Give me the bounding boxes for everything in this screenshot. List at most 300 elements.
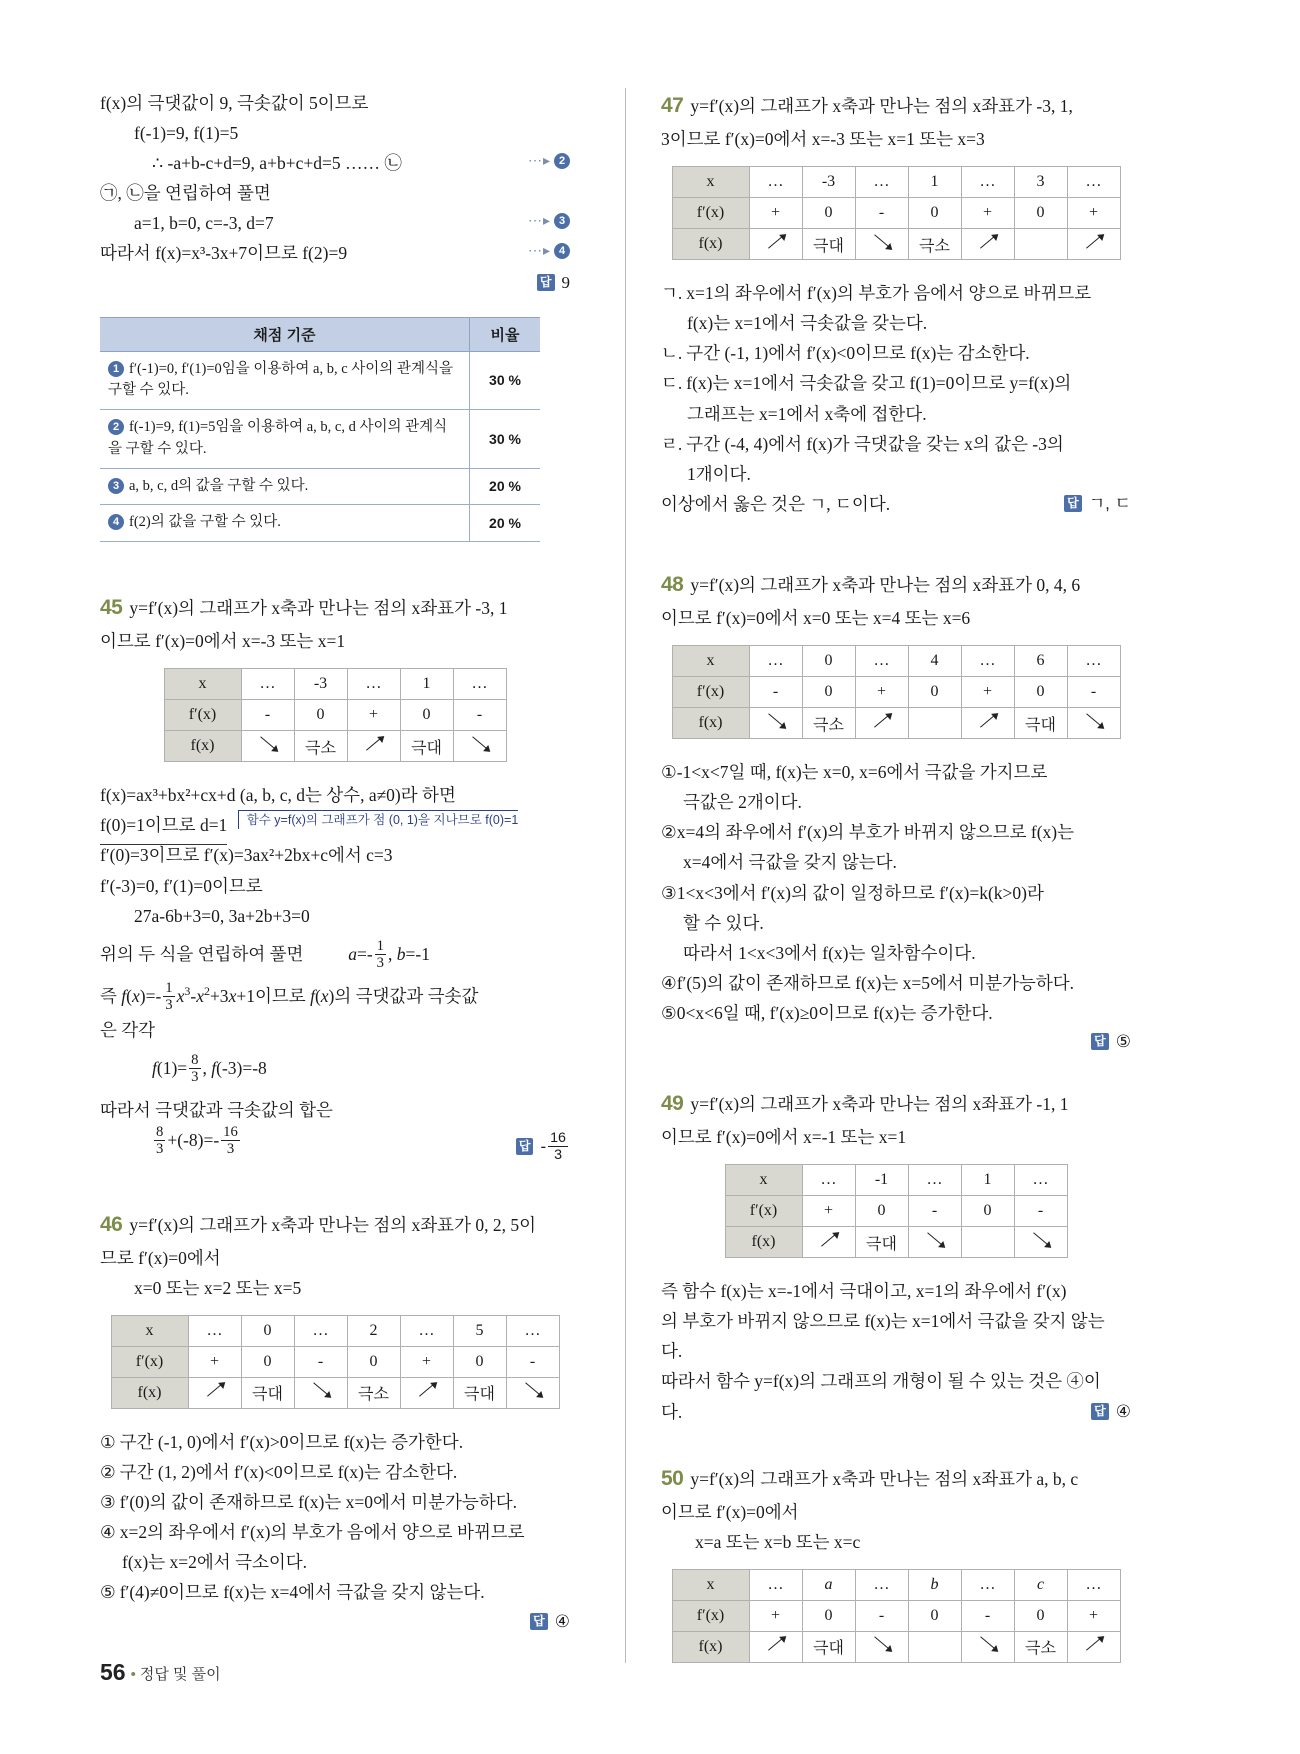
q49-body-2: 의 부호가 바뀌지 않으므로 f(x)는 x=1에서 극값을 갖지 않는 — [661, 1311, 1105, 1332]
q50-number: 50 — [661, 1466, 684, 1490]
q50-table-wrap — [661, 1557, 1131, 1663]
q46-sign-table — [111, 1315, 560, 1409]
option-marker-3: ③ — [661, 882, 677, 903]
answer-badge-icon: 답 — [516, 1138, 534, 1155]
table-row — [100, 410, 540, 469]
q49-number: 49 — [661, 1092, 684, 1115]
footer-label: 정답 및 풀이 — [139, 1666, 221, 1683]
answer-badge-icon: 답 — [1091, 1033, 1109, 1050]
arrow-down-icon — [257, 736, 279, 752]
column-divider — [625, 88, 626, 1663]
arrow-up-icon — [363, 736, 385, 752]
q47-answer-row — [1064, 489, 1131, 518]
option-marker-5: ⑤ — [661, 1002, 677, 1023]
prev-line-5 — [100, 208, 570, 238]
q46-fp-6: - — [506, 1346, 559, 1377]
q47-fp-3: 0 — [908, 198, 961, 229]
q48-x-1: 0 — [802, 646, 855, 677]
q48-fp-6: - — [1067, 677, 1120, 708]
q46-option-2 — [100, 1457, 570, 1487]
q48-f-5: 극대 — [1014, 708, 1067, 739]
q49-fp-1: 0 — [855, 1196, 908, 1227]
q46-intro-line-1 — [100, 1207, 570, 1243]
q50-fp-4: - — [961, 1600, 1014, 1631]
q47-answer-value: ㄱ, ㄷ — [1088, 493, 1131, 513]
q47-x-2: … — [855, 167, 908, 198]
q48-f-0 — [749, 708, 802, 739]
two-column-layout — [100, 88, 1200, 1663]
table-row — [672, 1631, 1120, 1662]
table-row — [725, 1227, 1067, 1258]
q47-sign-table — [672, 166, 1121, 260]
q47-f-0 — [749, 229, 802, 260]
prev-line-1: f(x)의 극댓값이 9, 극솟값이 5이므로 — [100, 93, 369, 113]
arrow-up-icon — [977, 713, 999, 729]
q48-table-wrap — [661, 633, 1131, 739]
q50-intro-line-2: 이므로 f′(x)=0에서 — [661, 1501, 799, 1522]
q49-body-5: 다. — [661, 1401, 683, 1422]
q46-option-5 — [100, 1577, 570, 1607]
q50-row-label-f: f(x) — [672, 1631, 749, 1662]
page-footer — [100, 1659, 221, 1686]
q49-x-3: 1 — [961, 1165, 1014, 1196]
step-mark-3: ⋯▸ 3 — [528, 208, 570, 232]
q46-option-4 — [100, 1517, 570, 1577]
q47-intro-line-1 — [661, 88, 1131, 124]
q46-intro-1-text: y=f′(x)의 그래프가 x축과 만나는 점의 x좌표가 0, 2, 5이 — [129, 1214, 537, 1235]
table-row — [672, 1600, 1120, 1631]
q49-x-1: -1 — [855, 1165, 908, 1196]
q46-f-1: 극대 — [241, 1377, 294, 1408]
table-row — [164, 731, 506, 762]
right-column — [661, 88, 1131, 1663]
step-mark-2: ⋯▸ 2 — [528, 148, 570, 172]
q47-statement-1-text-a: x=1의 좌우에서 f′(x)의 부호가 음에서 양으로 바뀌므로 — [686, 283, 1092, 304]
q49-f-3 — [961, 1227, 1014, 1258]
q48-option-4 — [661, 968, 1131, 998]
q49-row-label-x: x — [725, 1165, 802, 1196]
arrow-down-icon — [522, 1382, 544, 1398]
step-mark-4: ⋯▸ 4 — [528, 238, 570, 262]
q45-body-4: f′(-3)=0, f′(1)=0이므로 — [100, 875, 263, 896]
q46-option-1 — [100, 1427, 570, 1457]
arrow-up-icon — [1083, 234, 1105, 250]
arrow-up-icon — [1083, 1636, 1105, 1652]
q50-x-4: … — [961, 1569, 1014, 1600]
q46-row-label-f: f(x) — [111, 1377, 188, 1408]
q49-intro-line-1 — [661, 1086, 1131, 1122]
q48-x-0: … — [749, 646, 802, 677]
q47-statement-1 — [661, 278, 1131, 338]
q49-row-label-fprime: f′(x) — [725, 1196, 802, 1227]
table-row — [672, 198, 1120, 229]
arrow-up-icon — [204, 1382, 226, 1398]
criteria-text-1: f′(-1)=0, f′(1)=0임을 이용하여 a, b, c 사이의 관계식을 구할 수 있다. — [108, 360, 453, 399]
q45-intro-line-2: 이므로 f′(x)=0에서 x=-3 또는 x=1 — [100, 631, 346, 652]
q48-x-6: … — [1067, 646, 1120, 677]
q45-row-label-f: f(x) — [164, 731, 241, 762]
q46-row-label-x: x — [111, 1315, 188, 1346]
q47-fp-4: + — [961, 198, 1014, 229]
q45-fp-2: + — [347, 700, 400, 731]
q46-fp-1: 0 — [241, 1346, 294, 1377]
q47-statement-3-text-b: 그래프는 x=1에서 x축에 접한다. — [687, 403, 927, 424]
criteria-header-ratio: 비율 — [470, 317, 541, 351]
q48-option-3-text-a: 1<x<3에서 f′(x)의 값이 일정하므로 f′(x)=k(k>0)라 — [676, 882, 1044, 903]
q46-option-5-text: f′(4)≠0이므로 f(x)는 x=4에서 극값을 갖지 않는다. — [119, 1582, 485, 1603]
q46-x-1: 0 — [241, 1315, 294, 1346]
q47-x-5: 3 — [1014, 167, 1067, 198]
criteria-header-row — [100, 317, 540, 351]
q45-f-4 — [453, 731, 506, 762]
q50-intro-1-text: y=f′(x)의 그래프가 x축과 만나는 점의 x좌표가 a, b, c — [690, 1468, 1079, 1489]
q46-f-6 — [506, 1377, 559, 1408]
q48-row-label-f: f(x) — [672, 708, 749, 739]
q49-fp-0: + — [802, 1196, 855, 1227]
prev-line-6-text: 따라서 f(x)=x³-3x+7이므로 f(2)=9 — [100, 243, 348, 264]
q46-option-1-text: 구간 (-1, 0)에서 f′(x)>0이므로 f(x)는 증가한다. — [119, 1431, 464, 1452]
problem-49 — [661, 1086, 1131, 1427]
q49-sign-table — [725, 1164, 1068, 1258]
q50-f-3 — [908, 1631, 961, 1662]
q48-option-5 — [661, 998, 1131, 1028]
q50-row-label-x: x — [672, 1569, 749, 1600]
table-row — [672, 1569, 1120, 1600]
q46-f-0 — [188, 1377, 241, 1408]
q47-f-3: 극소 — [908, 229, 961, 260]
q47-statement-1-label: ㄱ. — [661, 283, 683, 304]
q46-x-6: … — [506, 1315, 559, 1346]
q50-x-6: … — [1067, 1569, 1120, 1600]
q48-option-1-text-b: 극값은 2개이다. — [683, 792, 802, 813]
q50-x-3: b — [908, 1569, 961, 1600]
arrow-down-icon — [924, 1232, 946, 1248]
criteria-text-4: f(2)의 값을 구할 수 있다. — [129, 514, 281, 531]
q50-f-0 — [749, 1631, 802, 1662]
previous-solution-block — [100, 88, 570, 293]
arrow-down-icon — [871, 234, 893, 250]
q45-ab-result: a=- $\frac{1}{3}$ , b=-1 — [348, 937, 430, 972]
q45-x-1: -3 — [294, 669, 347, 700]
q48-f-3 — [908, 708, 961, 739]
q50-f-6 — [1067, 1631, 1120, 1662]
q49-body-1: 즉 함수 f(x)는 x=-1에서 극대이고, x=1의 좌우에서 f′(x) — [661, 1281, 1067, 1302]
q50-f-2 — [855, 1631, 908, 1662]
criteria-ratio-2: 30 % — [470, 410, 541, 469]
criteria-ratio-1: 30 % — [470, 351, 541, 410]
footer-dot-icon: • — [130, 1666, 136, 1683]
q45-extrema: f(1)= $\frac{8}{3}$ , f(-3)=-8 — [152, 1051, 267, 1086]
arrow-down-icon — [1083, 713, 1105, 729]
q47-statement-4-text-a: 구간 (-4, 4)에서 f(x)가 극댓값을 갖는 x의 값은 -3의 — [686, 433, 1064, 454]
q47-f-2 — [855, 229, 908, 260]
q46-x-2: … — [294, 1315, 347, 1346]
q45-body-2-row — [100, 810, 570, 840]
arrow-up-icon — [818, 1232, 840, 1248]
option-marker-4: ④ — [661, 972, 677, 993]
q47-row-label-f: f(x) — [672, 229, 749, 260]
table-row — [725, 1165, 1067, 1196]
problem-46 — [100, 1207, 570, 1632]
q48-x-3: 4 — [908, 646, 961, 677]
q49-x-4: … — [1014, 1165, 1067, 1196]
q48-intro-line-1 — [661, 567, 1131, 603]
prev-answer-value: 9 — [561, 272, 570, 292]
option-marker-4: ④ — [100, 1522, 116, 1543]
q46-x-0: … — [188, 1315, 241, 1346]
q47-f-4 — [961, 229, 1014, 260]
q45-fp-4: - — [453, 700, 506, 731]
q45-f-2 — [347, 731, 400, 762]
q47-row-label-x: x — [672, 167, 749, 198]
q49-fp-2: - — [908, 1196, 961, 1227]
prev-line-3-text: ∴ -a+b-c+d=9, a+b+c+d=5 …… ㉡ — [152, 153, 402, 174]
q46-fp-0: + — [188, 1346, 241, 1377]
q48-option-2-text-a: x=4의 좌우에서 f′(x)의 부호가 바뀌지 않으므로 f(x)는 — [676, 822, 1075, 843]
criteria-cell-2: 2 f(-1)=9, f(1)=5임을 이용하여 a, b, c, d 사이의 관계식을 구할 수 있다. — [100, 410, 470, 469]
q47-statement-4-label: ㄹ. — [661, 433, 683, 454]
q45-table-wrap — [100, 656, 570, 762]
q49-answer-value: ④ — [1115, 1401, 1131, 1421]
q49-table-wrap — [661, 1152, 1131, 1258]
q45-sidenote: 함수 y=f(x)의 그래프가 점 (0, 1)을 지나므로 f(0)=1 — [238, 810, 519, 829]
q46-option-4-text-2: f(x)는 x=2에서 극소이다. — [122, 1552, 308, 1573]
q48-answer-value: ⑤ — [1115, 1032, 1131, 1051]
option-marker-3: ③ — [100, 1492, 116, 1513]
q50-fp-1: 0 — [802, 1600, 855, 1631]
q47-intro-1-text: y=f′(x)의 그래프가 x축과 만나는 점의 x좌표가 -3, 1, — [690, 96, 1073, 116]
q47-f-1: 극대 — [802, 229, 855, 260]
q49-x-0: … — [802, 1165, 855, 1196]
q45-body-5: 27a-6b+3=0, 3a+2b+3=0 — [134, 905, 310, 926]
q46-fp-3: 0 — [347, 1346, 400, 1377]
q47-conclusion: 이상에서 옳은 것은 ㄱ, ㄷ이다. — [661, 493, 891, 514]
table-row — [672, 708, 1120, 739]
q46-option-3-text: f′(0)의 값이 존재하므로 f(x)는 x=0에서 미분가능하다. — [119, 1492, 518, 1513]
q45-body-6: 위의 두 식을 연립하여 풀면 — [100, 943, 304, 964]
q50-x-5: c — [1014, 1569, 1067, 1600]
q45-body-7: 즉 f(x)=- $\frac{1}{3}$ $x^3-x^2+3x+1$이므로 f(x)의 극댓값과 극솟값 — [100, 979, 479, 1014]
q46-answer-value: ④ — [554, 1611, 570, 1631]
q50-x-1: a — [802, 1569, 855, 1600]
criteria-cell-3: 3 a, b, c, d의 값을 구할 수 있다. — [100, 468, 470, 505]
q49-f-4 — [1014, 1227, 1067, 1258]
arrow-down-icon — [765, 713, 787, 729]
q47-statement-3 — [661, 368, 1131, 428]
q49-f-0 — [802, 1227, 855, 1258]
q46-option-3 — [100, 1487, 570, 1517]
q46-f-5: 극대 — [453, 1377, 506, 1408]
arrow-down-icon — [1030, 1232, 1052, 1248]
q48-row-label-fprime: f′(x) — [672, 677, 749, 708]
criteria-header-label: 채점 기준 — [100, 317, 470, 351]
q47-intro-line-2: 3이므로 f′(x)=0에서 x=-3 또는 x=1 또는 x=3 — [661, 129, 985, 150]
q47-statement-3-label: ㄷ. — [661, 373, 683, 394]
arrow-up-icon — [977, 234, 999, 250]
q45-sign-table — [164, 668, 507, 762]
q45-answer-row — [516, 1131, 570, 1164]
prev-line-4: ㉠, ㉡을 연립하여 풀면 — [100, 183, 271, 204]
q46-fp-2: - — [294, 1346, 347, 1377]
q45-number: 45 — [100, 596, 123, 620]
scoring-criteria-table — [100, 317, 540, 543]
q47-x-1: -3 — [802, 167, 855, 198]
answer-badge-icon: 답 — [1091, 1403, 1109, 1420]
q49-x-2: … — [908, 1165, 961, 1196]
q45-x-2: … — [347, 669, 400, 700]
q48-answer-row — [661, 1032, 1131, 1052]
answer-badge-icon: 답 — [537, 274, 555, 291]
q48-intro-line-2: 이므로 f′(x)=0에서 x=0 또는 x=4 또는 x=6 — [661, 608, 971, 629]
q49-intro-1-text: y=f′(x)의 그래프가 x축과 만나는 점의 x좌표가 -1, 1 — [690, 1094, 1069, 1114]
q48-option-2-text-b: x=4에서 극값을 갖지 않는다. — [683, 852, 897, 873]
q47-statement-2-label: ㄴ. — [661, 343, 683, 364]
option-marker-5: ⑤ — [100, 1582, 116, 1603]
q46-fp-4: + — [400, 1346, 453, 1377]
option-marker-2: ② — [661, 822, 677, 843]
q45-x-0: … — [241, 669, 294, 700]
q45-intro-1-text: y=f′(x)의 그래프가 x축과 만나는 점의 x좌표가 -3, 1 — [129, 598, 508, 619]
q48-f-1: 극소 — [802, 708, 855, 739]
q46-fp-5: 0 — [453, 1346, 506, 1377]
arrow-up-icon — [871, 713, 893, 729]
option-marker-1: ① — [100, 1431, 116, 1452]
q49-f-1: 극대 — [855, 1227, 908, 1258]
arrow-down-icon — [977, 1636, 999, 1652]
q48-option-3-text-b: 할 수 있다. — [683, 912, 764, 933]
q47-fp-1: 0 — [802, 198, 855, 229]
q50-fp-5: 0 — [1014, 1600, 1067, 1631]
q48-option-1-text-a: -1<x<7일 때, f(x)는 x=0, x=6에서 극값을 가지므로 — [676, 762, 1048, 783]
arrow-up-icon — [416, 1382, 438, 1398]
table-row — [725, 1196, 1067, 1227]
q47-statement-3-text-a: f(x)는 x=1에서 극솟값을 갖고 f(1)=0이므로 y=f(x)의 — [686, 373, 1072, 394]
q46-f-2 — [294, 1377, 347, 1408]
table-row — [100, 351, 540, 410]
answer-badge-icon: 답 — [530, 1613, 548, 1630]
option-marker-2: ② — [100, 1462, 116, 1483]
q45-body-9: 따라서 극댓값과 극솟값의 합은 — [100, 1099, 333, 1120]
q45-fp-0: - — [241, 700, 294, 731]
q48-fp-5: 0 — [1014, 677, 1067, 708]
q50-x-2: … — [855, 1569, 908, 1600]
q45-f-0 — [241, 731, 294, 762]
q46-option-4-text: x=2의 좌우에서 f′(x)의 부호가 음에서 양으로 바뀌므로 — [119, 1522, 525, 1543]
q46-x-4: … — [400, 1315, 453, 1346]
prev-line-6 — [100, 238, 570, 268]
criteria-ratio-3: 20 % — [470, 468, 541, 505]
q47-x-3: 1 — [908, 167, 961, 198]
q48-row-label-x: x — [672, 646, 749, 677]
q48-f-6 — [1067, 708, 1120, 739]
table-row — [164, 669, 506, 700]
arrow-down-icon — [310, 1382, 332, 1398]
q45-f-3: 극대 — [400, 731, 453, 762]
q49-row-label-f: f(x) — [725, 1227, 802, 1258]
table-row — [672, 167, 1120, 198]
q45-x-4: … — [453, 669, 506, 700]
option-marker-1: ① — [661, 762, 677, 783]
q45-f-1: 극소 — [294, 731, 347, 762]
arrow-up-icon — [765, 1636, 787, 1652]
table-row — [672, 646, 1120, 677]
prev-answer-row — [100, 273, 570, 293]
q48-f-4 — [961, 708, 1014, 739]
problem-47 — [661, 88, 1131, 519]
q49-f-2 — [908, 1227, 961, 1258]
q46-f-3: 극소 — [347, 1377, 400, 1408]
q47-table-wrap — [661, 154, 1131, 260]
criteria-ratio-4: 20 % — [470, 505, 541, 542]
q45-answer-value: - $\frac{16}{3}$ — [540, 1129, 566, 1163]
q48-x-5: 6 — [1014, 646, 1067, 677]
q50-fp-3: 0 — [908, 1600, 961, 1631]
q47-f-6 — [1067, 229, 1120, 260]
q50-fp-6: + — [1067, 1600, 1120, 1631]
q47-statement-4-text-b: 1개이다. — [687, 463, 751, 484]
q45-fp-1: 0 — [294, 700, 347, 731]
q46-intro-line-2: 므로 f′(x)=0에서 — [100, 1247, 221, 1268]
table-row — [672, 229, 1120, 260]
table-row — [164, 700, 506, 731]
q48-fp-3: 0 — [908, 677, 961, 708]
q50-f-1: 극대 — [802, 1631, 855, 1662]
table-row — [100, 468, 540, 505]
q47-f-5 — [1014, 229, 1067, 260]
q48-option-4-text: f′(5)의 값이 존재하므로 f(x)는 x=5에서 미분가능하다. — [676, 972, 1075, 993]
q48-fp-2: + — [855, 677, 908, 708]
q46-intro-line-3: x=0 또는 x=2 또는 x=5 — [134, 1277, 302, 1298]
table-row — [111, 1346, 559, 1377]
q47-statement-1-text-b: f(x)는 x=1에서 극솟값을 갖는다. — [687, 313, 928, 334]
q46-row-label-fprime: f′(x) — [111, 1346, 188, 1377]
q48-option-1 — [661, 757, 1131, 817]
q50-intro-line-1 — [661, 1461, 1131, 1497]
q45-f0-equals-1: f(0)=1이므로 d=1 — [100, 810, 227, 840]
problem-50 — [661, 1461, 1131, 1663]
q47-fp-5: 0 — [1014, 198, 1067, 229]
q47-fp-2: - — [855, 198, 908, 229]
q48-intro-1-text: y=f′(x)의 그래프가 x축과 만나는 점의 x좌표가 0, 4, 6 — [690, 574, 1081, 595]
q48-number: 48 — [661, 572, 684, 596]
q47-statement-2 — [661, 338, 1131, 368]
criteria-cell-1: 1 f′(-1)=0, f′(1)=0임을 이용하여 a, b, c 사이의 관계식을 구할 수 있다. — [100, 351, 470, 410]
q49-fp-3: 0 — [961, 1196, 1014, 1227]
q45-body-3: f′(0)=3이므로 f′(x)=3ax²+2bx+c에서 c=3 — [100, 845, 393, 866]
prev-line-3 — [100, 148, 570, 178]
q45-x-3: 1 — [400, 669, 453, 700]
arrow-up-icon — [765, 234, 787, 250]
table-row — [672, 677, 1120, 708]
q50-intro-line-3: x=a 또는 x=b 또는 x=c — [695, 1531, 861, 1552]
q47-conclusion-row — [661, 489, 1131, 519]
q45-row-label-x: x — [164, 669, 241, 700]
q50-f-5: 극소 — [1014, 1631, 1067, 1662]
q48-fp-4: + — [961, 677, 1014, 708]
q47-statement-4 — [661, 429, 1131, 489]
q45-body-8: 은 각각 — [100, 1019, 156, 1040]
q46-x-5: 5 — [453, 1315, 506, 1346]
answer-badge-icon: 답 — [1064, 495, 1082, 512]
q49-body-3: 다. — [661, 1341, 683, 1362]
page-number: 56 — [100, 1659, 126, 1685]
q46-x-3: 2 — [347, 1315, 400, 1346]
problem-45 — [100, 590, 570, 1163]
q47-statement-2-text: 구간 (-1, 1)에서 f′(x)<0이므로 f(x)는 감소한다. — [686, 343, 1030, 364]
q48-x-2: … — [855, 646, 908, 677]
prev-line-2: f(-1)=9, f(1)=5 — [134, 123, 239, 144]
q47-fp-6: + — [1067, 198, 1120, 229]
